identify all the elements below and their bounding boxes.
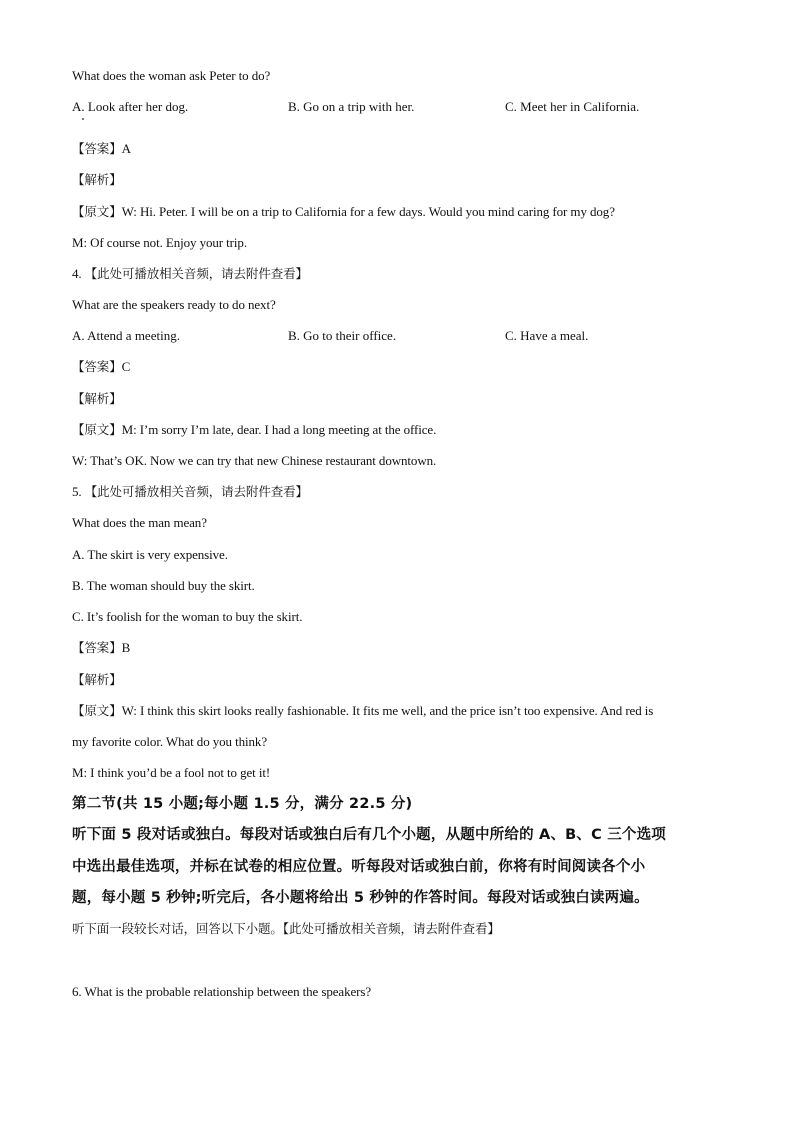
q3-analysis-tag: 【解析】 (72, 172, 122, 187)
q3-transcript-line: M: Of course not. Enjoy your trip. (72, 235, 247, 250)
section2-heading: 第二节(共 15 小题;每小题 1.5 分，满分 22.5 分) (72, 796, 413, 812)
answer-tag: 【答案】 (72, 141, 122, 156)
q4-header (72, 265, 308, 283)
section2-instructions-line: 题，每小题 5 秒钟;听完后，各小题将给出 5 秒钟的作答时间。每段对话或独白读两遍。 (72, 890, 649, 906)
audio-note: 【此处可播放相关音频，请去附件查看】 (84, 484, 308, 499)
answer-value: B (121, 640, 131, 655)
transcript-tag: 【原文】 (72, 422, 122, 437)
q5-option-a: A. The skirt is very expensive. (72, 547, 228, 562)
q5-transcript-line (72, 702, 653, 720)
answer-tag: 【答案】 (72, 640, 122, 655)
q5-answer (72, 639, 130, 657)
q5-header (72, 483, 308, 501)
q5-transcript-line: M: I think you’d be a fool not to get it! (72, 765, 271, 780)
transcript-text: M: I’m sorry I’m late, dear. I had a long meeting at the office. (121, 422, 437, 437)
section2-note: 听下面一段较长对话，回答以下小题。【此处可播放相关音频，请去附件查看】 (72, 921, 500, 936)
audio-note: 【此处可播放相关音频，请去附件查看】 (84, 266, 308, 281)
q4-option-a: A. Attend a meeting. (72, 328, 180, 343)
q3-question: What does the woman ask Peter to do? (72, 68, 271, 83)
transcript-tag: 【原文】 (72, 204, 122, 219)
q3-transcript-line (72, 203, 615, 221)
question-number: 5. (72, 484, 82, 499)
q4-option-c: C. Have a meal. (505, 328, 589, 343)
section2-instructions-line: 听下面 5 段对话或独白。每段对话或独白后有几个小题，从题中所给的 A、B、C 三个选项 (72, 827, 666, 843)
stray-dot (82, 118, 84, 120)
q5-option-c: C. It’s foolish for the woman to buy the skirt. (72, 609, 303, 624)
q3-option-c: C. Meet her in California. (505, 99, 640, 114)
answer-value: C (121, 359, 131, 374)
q4-analysis-tag: 【解析】 (72, 391, 122, 406)
q3-answer (72, 140, 131, 158)
transcript-text: W: Hi. Peter. I will be on a trip to California for a few days. Would you mind caring for my dog? (121, 204, 615, 219)
q3-option-b: B. Go on a trip with her. (288, 99, 415, 114)
q4-transcript-line: W: That’s OK. Now we can try that new Chinese restaurant downtown. (72, 453, 437, 468)
q3-option-a: A. Look after her dog. (72, 99, 189, 114)
q4-answer (72, 358, 130, 376)
q5-question: What does the man mean? (72, 515, 207, 530)
answer-tag: 【答案】 (72, 359, 122, 374)
section2-instructions-line: 中选出最佳选项，并标在试卷的相应位置。听每段对话或独白前，你将有时间阅读各个小 (72, 859, 646, 875)
question-number: 4. (72, 266, 82, 281)
q4-option-b: B. Go to their office. (288, 328, 397, 343)
q5-transcript-line: my favorite color. What do you think? (72, 734, 267, 749)
transcript-text: W: I think this skirt looks really fashionable. It fits me well, and the price isn’t too expensive. And red is (121, 703, 654, 718)
q4-question: What are the speakers ready to do next? (72, 297, 276, 312)
transcript-tag: 【原文】 (72, 703, 122, 718)
q5-analysis-tag: 【解析】 (72, 672, 122, 687)
q4-transcript-line (72, 421, 436, 439)
answer-value: A (121, 141, 131, 156)
q6-question: 6. What is the probable relationship between the speakers? (72, 984, 371, 999)
q5-option-b: B. The woman should buy the skirt. (72, 578, 255, 593)
